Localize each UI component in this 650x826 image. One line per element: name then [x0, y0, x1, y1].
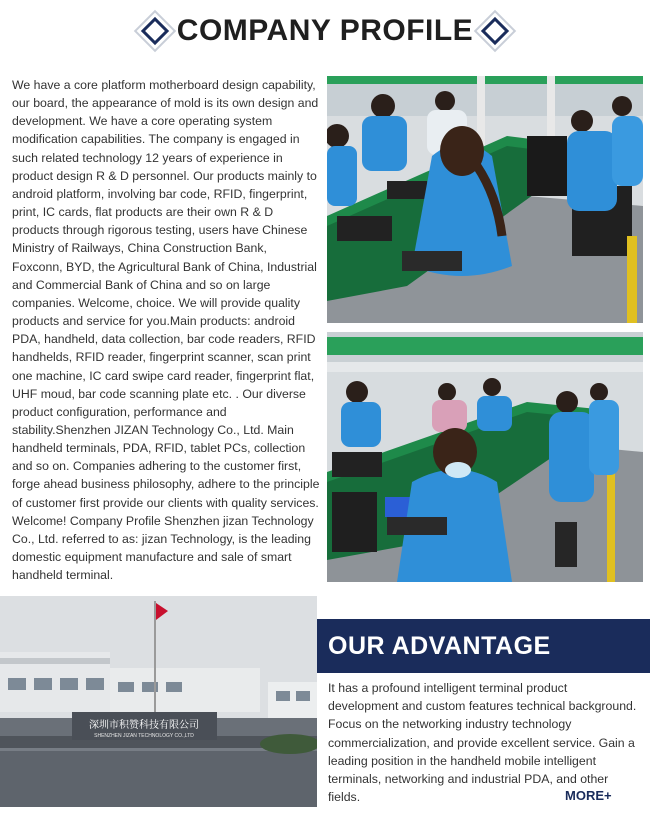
advantage-text: It has a profound intelligent terminal product development and custom features technical background. Focus on the networking industry technology commercialization, and provide excellent service. Gain a leading position in the handheld mobile intelligent terminals, networking and industrial PDA, and other fields.	[328, 681, 637, 805]
more-link[interactable]: MORE+	[565, 788, 612, 803]
building-sign-chinese: 深圳市积赞科技有限公司	[89, 720, 199, 731]
advantage-title: OUR ADVANTAGE	[328, 631, 551, 660]
section-header	[0, 0, 650, 62]
factory-workshop-photo-2	[327, 332, 643, 582]
company-building-photo	[0, 596, 317, 807]
diamond-left-icon	[141, 17, 169, 45]
factory-workshop-photo-1	[327, 76, 643, 323]
company-intro-text: We have a core platform motherboard design capability, our board, the appearance of mold is its own design and development. We have a core operating system modification capabilities. The company is engaged in such related technology 12 years of experience in product design R & D personnel. Our products mainly to android platform, involving bar code, RFID, fingerprint, print, IC cards, flat products are their own R & D products through rigorous testing, users have Chinese Ministry of Railways, China Construction Bank, Foxconn, BYD, the Agricultural Bank of China, Industrial and Commercial Bank of China and so on large companies. Welcome, choice. We will provide quality products and service for you.Main products: android PDA, handheld, data collection, bar code readers, RFID handhelds, RFID reader, fingerprint scanner, scan print one machine, IC card swipe card reader, fingerprint flat, UHF moud, bar code scanning plate etc. . Our diverse product configuration, performance and stability.Shenzhen JIZAN Technology Co., Ltd. Main handheld terminals, PDA, RFID, tablet PCs, collection and so on. Companies adhering to the customer first, forge ahead business philosophy, adhere to the principle of customer first provide our clients with quality services. Welcome! Company Profile Shenzhen jizan Technology Co., Ltd. referred to as: jizan Technology, is the leading domestic equipment manufacture and sale of smart handheld terminal.	[12, 78, 320, 583]
diamond-right-icon	[481, 17, 509, 45]
page-title: COMPANY PROFILE	[176, 14, 474, 47]
advantage-banner	[317, 619, 650, 673]
building-sign-english: SHENZHEN JIZAN TECHNOLOGY CO.,LTD	[94, 733, 194, 739]
